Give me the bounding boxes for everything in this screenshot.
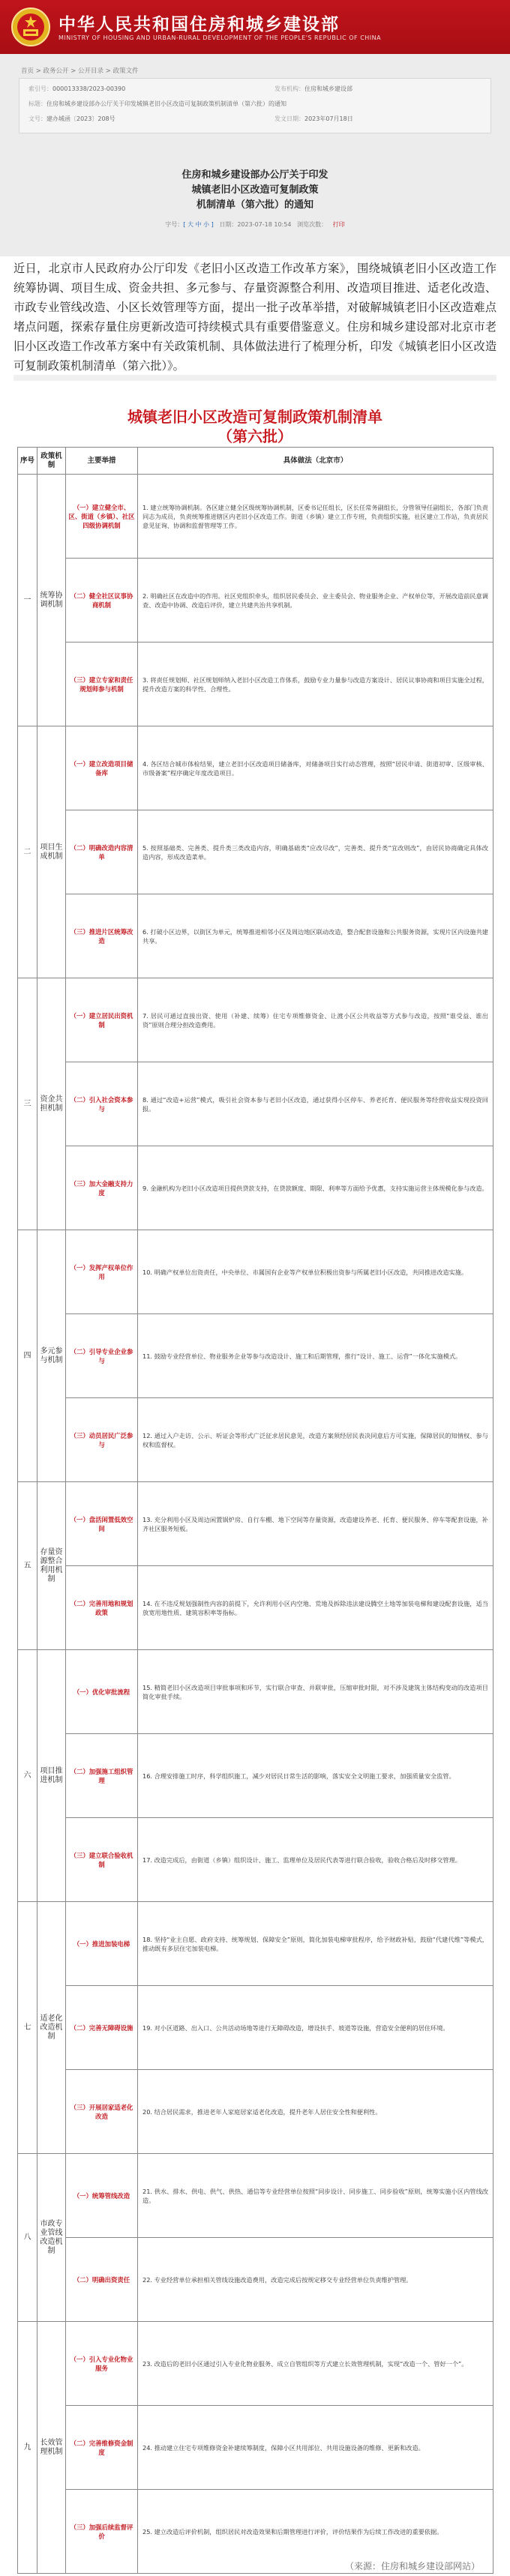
mechanism-name: 多元参与机制 <box>38 1230 66 1482</box>
source-credit: （来源：住房和城乡建设部网站） <box>344 2561 480 2572</box>
mechanism-name: 项目生成机制 <box>38 726 66 978</box>
measure-cell: （一）盘活闲置低效空间 <box>66 1482 138 1566</box>
mechanism-name: 项目推进机制 <box>38 1650 66 1902</box>
measure-cell: （二）完善无障碍设施 <box>66 1986 138 2070</box>
practice-cell: 1. 建立统筹协调机制。各区建立健全区级统筹协调机制，区委书记任组长，区长任常务副组长，分管领导任副组长，各部门负责同志为成员，负责统筹推进辖区内老旧小区改造工作。街道（乡镇）建立工作专班，负责组织实施，社区建立工作站，负责居民意见征询、协调和监督管理等工作。 <box>138 475 494 559</box>
meta-index: 索引号：000013338/2023-00390 <box>28 85 126 92</box>
measure-cell: （一）发挥产权单位作用 <box>66 1230 138 1314</box>
practice-cell: 15. 精简老旧小区改造项目审批事项和环节，实行联合审查、并联审批，压缩审批时限，对不涉及建筑主体结构变动的改造项目简化审批手续。 <box>138 1650 494 1734</box>
intro-card <box>14 259 496 373</box>
site-name[interactable]: 中华人民共和国住房和城乡建设部 <box>58 15 340 34</box>
table-row <box>18 726 494 810</box>
practice-cell: 2. 明确社区在改造中的作用。社区党组织牵头，组织居民委员会、业主委员会、物业服务企业、产权单位等，开展改造前民意调查、改造中协调、改造后评价，建立共建共治共享机制。 <box>138 559 494 643</box>
practice-cell: 7. 居民可通过直接出资、使用（补建、续筹）住宅专项维修资金、让渡小区公共收益等方式参与改造，按照“谁受益、谁出资”原则合理分担改造费用。 <box>138 978 494 1062</box>
practice-cell: 16. 合理安排施工时序，科学组织施工，减少对居民日常生活的影响，落实安全文明施工要求，加强质量安全监管。 <box>138 1734 494 1818</box>
table-row <box>18 2070 494 2154</box>
practice-cell: 20. 结合居民需求，推进老年人家庭居家适老化改造，提升老年人居住安全性和便利性。 <box>138 2070 494 2154</box>
practice-cell: 6. 打破小区边界，以街区为单元，统筹推进相邻小区及周边地区联动改造，整合配套设施和公共服务资源，实现片区内设施共建共享。 <box>138 894 494 978</box>
policy-mechanism-table <box>17 447 494 2574</box>
measure-cell: （一）建立健全市、区、街道（乡镇）、社区四级协调机制 <box>66 475 138 559</box>
practice-cell: 3. 将责任规划师、社区规划师纳入老旧小区改造工作体系，鼓励专业力量参与改造方案设计、居民议事协商和项目实施全过程，提升改造方案的科学性、合理性。 <box>138 643 494 726</box>
meta-issuer: 发布机构：住房和城乡建设部 <box>274 85 352 92</box>
meta-docno: 文号：建办城函〔2023〕208号 <box>28 115 116 122</box>
table-title: 城镇老旧小区改造可复制政策机制清单 <box>128 408 382 426</box>
table-row <box>18 559 494 643</box>
table-row <box>18 1650 494 1734</box>
measure-cell: （三）开展居家适老化改造 <box>66 2070 138 2154</box>
document-info-line: 字号：[ 大 中 小 ] 日期：2023-07-18 10:54 浏览次数： 打印 <box>165 221 345 228</box>
measure-cell: （一）优化审批流程 <box>66 1650 138 1734</box>
measure-cell: （二）健全社区议事协商机制 <box>66 559 138 643</box>
practice-cell: 21. 供水、排水、供电、供气、供热、通信等专业经营单位按照“同步设计、同步施工、同步验收”原则，统筹实施小区内管线改造。 <box>138 2154 494 2238</box>
practice-cell: 23. 改造后的老旧小区通过引入专业化物业服务、成立自管组织等方式建立长效管理机制，实现“改造一个、管好一个”。 <box>138 2322 494 2406</box>
row-number: 九 <box>18 2322 38 2574</box>
table-row <box>18 1818 494 1902</box>
article-header-area <box>0 54 510 256</box>
mechanism-name: 存量资源整合利用机制 <box>38 1482 66 1650</box>
measure-cell: （一）统筹管线改造 <box>66 2154 138 2238</box>
mechanism-name: 适老化改造机制 <box>38 1902 66 2154</box>
measure-cell: （一）建立居民出资机制 <box>66 978 138 1062</box>
measure-cell: （二）引导专业企业参与 <box>66 1314 138 1398</box>
table-row <box>18 1902 494 1986</box>
measure-cell: （二）完善用地和规划政策 <box>66 1566 138 1650</box>
row-number: 四 <box>18 1230 38 1482</box>
table-row <box>18 1734 494 1818</box>
measure-cell: （二）明确改造内容清单 <box>66 810 138 894</box>
measure-cell: （一）推进加装电梯 <box>66 1902 138 1986</box>
practice-cell: 25. 建立改造后评价机制，组织居民对改造效果和后期管理进行评价，评价结果作为后续工作改进的重要依据。 <box>138 2490 494 2574</box>
table-row <box>18 643 494 726</box>
measure-cell: （三）推进片区统筹改造 <box>66 894 138 978</box>
mechanism-name: 长效管理机制 <box>38 2322 66 2574</box>
practice-cell: 5. 按照基础类、完善类、提升类三类改造内容，明确基础类“应改尽改”，完善类、提升类“宜改则改”，由居民协商确定具体改造内容，形成改造菜单。 <box>138 810 494 894</box>
practice-cell: 14. 在不违反规划强制性内容的前提下，允许利用小区内空地、荒地及拆除违法建设腾空土地等加装电梯和建设配套设施，适当放宽用地性质、建筑容积率等指标。 <box>138 1566 494 1650</box>
row-number: 六 <box>18 1650 38 1902</box>
site-name-english: MINISTRY OF HOUSING AND URBAN-RURAL DEVELOPMENT OF THE PEOPLE'S REPUBLIC OF CHINA <box>58 34 382 41</box>
breadcrumb[interactable]: 首页 > 政务公开 > 公开目录 > 政策文件 <box>21 67 139 75</box>
practice-cell: 4. 各区结合城市体检结果，建立老旧小区改造项目储备库，对储备项目实行动态管理，按照“居民申请、街道初审、区级审核、市级备案”程序确定年度改造项目。 <box>138 726 494 810</box>
table-subtitle: （第六批） <box>218 427 292 445</box>
measure-cell: （三）建立专家和责任规划师参与机制 <box>66 643 138 726</box>
measure-cell: （二）完善维修资金制度 <box>66 2406 138 2490</box>
header-measure: 主要举措 <box>66 448 138 475</box>
table-row <box>18 1314 494 1398</box>
practice-cell: 18. 坚持“业主自愿、政府支持、统筹规划、保障安全”原则，简化加装电梯审批程序，给予财政补贴，鼓励“代建代维”等模式，推动既有多层住宅加装电梯。 <box>138 1902 494 1986</box>
measure-cell: （一）建立改造项目储备库 <box>66 726 138 810</box>
practice-cell: 10. 明确产权单位出资责任，中央单位、市属国有企业等产权单位积极出资参与所属老旧小区改造，共同推进改造实施。 <box>138 1230 494 1314</box>
header-no: 序号 <box>18 448 38 475</box>
row-number: 五 <box>18 1482 38 1650</box>
table-row <box>18 1230 494 1314</box>
table-row <box>18 475 494 559</box>
document-title-line-1: 住房和城乡建设部办公厅关于印发 <box>182 169 328 181</box>
practice-cell: 8. 通过“改造+运营”模式，吸引社会资本参与老旧小区改造，通过获得小区停车、养老托育、便民服务等经营收益实现投资回报。 <box>138 1062 494 1146</box>
intro-paragraph: 近日，北京市人民政府办公厅印发《老旧小区改造工作改革方案》，围绕城镇老旧小区改造工作统筹协调、项目生成、资金共担、多元参与、存量资源整合利用、改造项目推进、适老化改造、市政专业管线改造、小区长效管理等方面，提出一批子改革举措，对破解城镇老旧小区改造难点堵点问题，探索存量住房更新改造可持续模式具有重要借鉴意义。住房和城乡建设部对北京市老旧小区改造工作改革方案中有关政策机制、具体做法进行了梳理分析，印发《城镇老旧小区改造可复制政策机制清单（第六批）》。 <box>14 262 496 373</box>
table-row <box>18 2238 494 2322</box>
measure-cell: （二）明确出资责任 <box>66 2238 138 2322</box>
table-row <box>18 978 494 1062</box>
document-title-line-3: 机制清单（第六批）的通知 <box>196 199 314 211</box>
table-row <box>18 2154 494 2238</box>
meta-date: 发文日期：2023年07月18日 <box>274 115 353 122</box>
measure-cell: （三）建立联合验收机制 <box>66 1818 138 1902</box>
measure-cell: （三）动员居民广泛参与 <box>66 1398 138 1482</box>
measure-cell: （二）加强施工组织管理 <box>66 1734 138 1818</box>
national-emblem-icon <box>10 7 51 47</box>
practice-cell: 13. 充分利用小区及周边闲置锅炉房、自行车棚、地下空间等存量资源，改造建设养老、托育、便民服务、停车等配套设施，补齐社区服务短板。 <box>138 1482 494 1566</box>
table-row <box>18 1398 494 1482</box>
table-row <box>18 1566 494 1650</box>
row-number: 三 <box>18 978 38 1230</box>
mechanism-name: 统筹协调机制 <box>38 475 66 726</box>
table-row <box>18 2406 494 2490</box>
header-practice: 具体做法（北京市） <box>138 448 494 475</box>
row-number: 一 <box>18 475 38 726</box>
document-title-line-2: 城镇老旧小区改造可复制政策 <box>191 184 319 196</box>
site-header <box>0 0 510 54</box>
row-number: 二 <box>18 726 38 978</box>
print-link[interactable]: 打印 <box>332 221 345 228</box>
practice-cell: 22. 专业经营单位承担相关管线设施改造费用，改造完成后按规定移交专业经营单位负责维护管理。 <box>138 2238 494 2322</box>
table-row <box>18 1146 494 1230</box>
document-meta-box <box>19 78 491 133</box>
table-row <box>18 810 494 894</box>
practice-cell: 12. 通过入户走访、公示、听证会等形式广泛征求居民意见，改造方案须经居民表决同意后方可实施，保障居民的知情权、参与权和监督权。 <box>138 1398 494 1482</box>
table-row <box>18 1062 494 1146</box>
section-divider <box>14 375 496 381</box>
table-header-row <box>18 448 494 475</box>
mechanism-name: 市政专业管线改造机制 <box>38 2154 66 2322</box>
practice-cell: 19. 对小区道路、出入口、公共活动场地等进行无障碍改造，增设扶手、坡道等设施，营造安全便利的居住环境。 <box>138 1986 494 2070</box>
row-number: 七 <box>18 1902 38 2154</box>
measure-cell: （三）加强后续监督评价 <box>66 2490 138 2574</box>
header-mechanism: 政策机制 <box>38 448 66 475</box>
practice-cell: 24. 推动建立住宅专项维修资金补建续筹制度，保障小区共用部位、共用设施设备的维修、更新和改造。 <box>138 2406 494 2490</box>
practice-cell: 9. 金融机构为老旧小区改造项目提供贷款支持，在贷款额度、期限、利率等方面给予优惠，支持实施运营主体规模化参与改造。 <box>138 1146 494 1230</box>
measure-cell: （三）加大金融支持力度 <box>66 1146 138 1230</box>
meta-title: 标题：住房和城乡建设部办公厅关于印发城镇老旧小区改造可复制政策机制清单（第六批）的通知 <box>28 100 286 107</box>
measure-cell: （一）引入专业化物业服务 <box>66 2322 138 2406</box>
mechanism-name: 资金共担机制 <box>38 978 66 1230</box>
table-row <box>18 894 494 978</box>
practice-cell: 11. 鼓励专业经营单位、物业服务企业等参与改造设计、施工和后期管理，推行“设计、施工、运营”一体化实施模式。 <box>138 1314 494 1398</box>
table-row <box>18 1482 494 1566</box>
table-row <box>18 1986 494 2070</box>
table-row <box>18 2322 494 2406</box>
measure-cell: （二）引入社会资本参与 <box>66 1062 138 1146</box>
font-size-toggle[interactable]: [ 大 中 小 ] <box>183 221 214 228</box>
row-number: 八 <box>18 2154 38 2322</box>
practice-cell: 17. 改造完成后，由街道（乡镇）组织设计、施工、监理单位及居民代表等进行联合验收，验收合格后及时移交管理。 <box>138 1818 494 1902</box>
